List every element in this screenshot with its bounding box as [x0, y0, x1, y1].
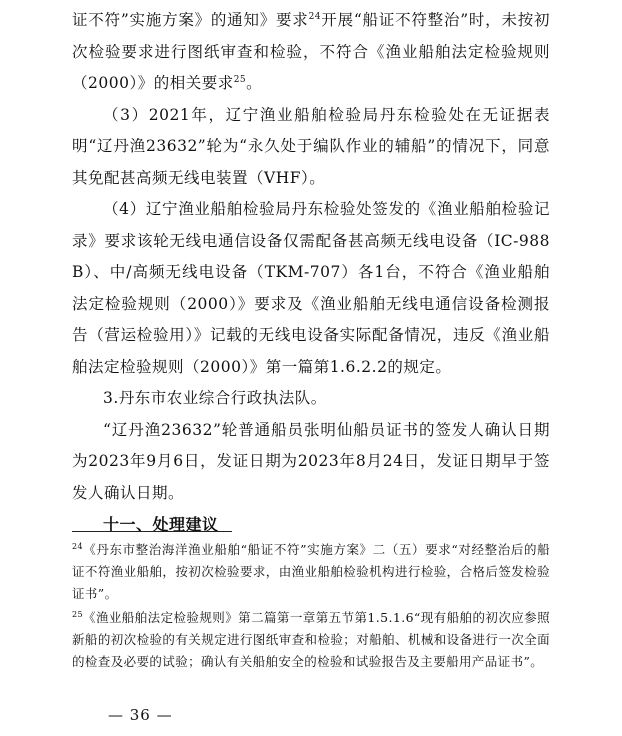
footnote-25 — [72, 607, 550, 673]
paragraph-text: 开展“船证不符整治”时，未按初次检验要求进行图纸审查和检验，不符合《渔业船舶法定检验规则（2000）》的相关要求 — [72, 11, 550, 92]
footnote-divider — [72, 531, 232, 532]
paragraph-section-3: 3.丹东市农业综合行政执法队。 — [103, 389, 327, 407]
paragraph-continuation — [72, 5, 550, 100]
footnote-ref-24[interactable]: 24 — [308, 11, 322, 22]
paragraph-item-3: （3）2021年，辽宁渔业船舶检验局丹东检验处在无证据表明“辽丹渔23632”轮为“永久处于编队作业的辅船”的情况下，同意其免配甚高频无线电装置（VHF）。 — [72, 105, 550, 187]
body-text — [72, 5, 550, 541]
paragraph-text: 证不符”实施方案》的通知》要求 — [72, 11, 309, 29]
footnotes — [72, 539, 550, 675]
footnote-number: 25 — [72, 609, 83, 619]
footnote-ref-25[interactable]: 25 — [233, 74, 247, 85]
paragraph-text: 。 — [246, 74, 263, 92]
section-heading: 十一、处理建议 — [103, 515, 219, 534]
footnote-text: 《渔业船舶法定检验规则》第二篇第一章第五节第1.5.1.6“现有船舶的初次应参照新船的初次检验的有关规定进行图纸审查和检验；对船舶、机械和设备进行一次全面的检查及必要的试验；确认有关船舶安全的检验和试验报告及主要船用产品证书”。 — [72, 610, 550, 669]
footnote-number: 24 — [72, 541, 83, 551]
footnote-text: 《丹东市整治海洋渔业船舶“船证不符”实施方案》二（五）要求“对经整治后的船证不符渔业船舶，按初次检验要求，由渔业船舶检验机构进行检验，合格后签发检验证书”。 — [72, 542, 550, 601]
paragraph-certificate-dates: “辽丹渔23632”轮普通船员张明仙船员证书的签发人确认日期为2023年9月6日，发证日期为2023年8月24日，发证日期早于签发人确认日期。 — [72, 420, 550, 502]
page-number: — 36 — — [108, 706, 173, 724]
paragraph-item-4: （4）辽宁渔业船舶检验局丹东检验处签发的《渔业船舶检验记录》要求该轮无线电通信设备仅需配备甚高频无线电设备（IC-988B）、中/高频无线电设备（TKM-707）各1台，不符合《渔业船舶法定检验规则（2000）》要求及《渔业船舶无线电通信设备检测报告（营运检验用）》记载的无线电设备实际配备情况，违反《渔业船舶法定检验规则（2000）》第一篇第1.6.2.2的规定。 — [72, 200, 550, 376]
footnote-24 — [72, 539, 550, 605]
